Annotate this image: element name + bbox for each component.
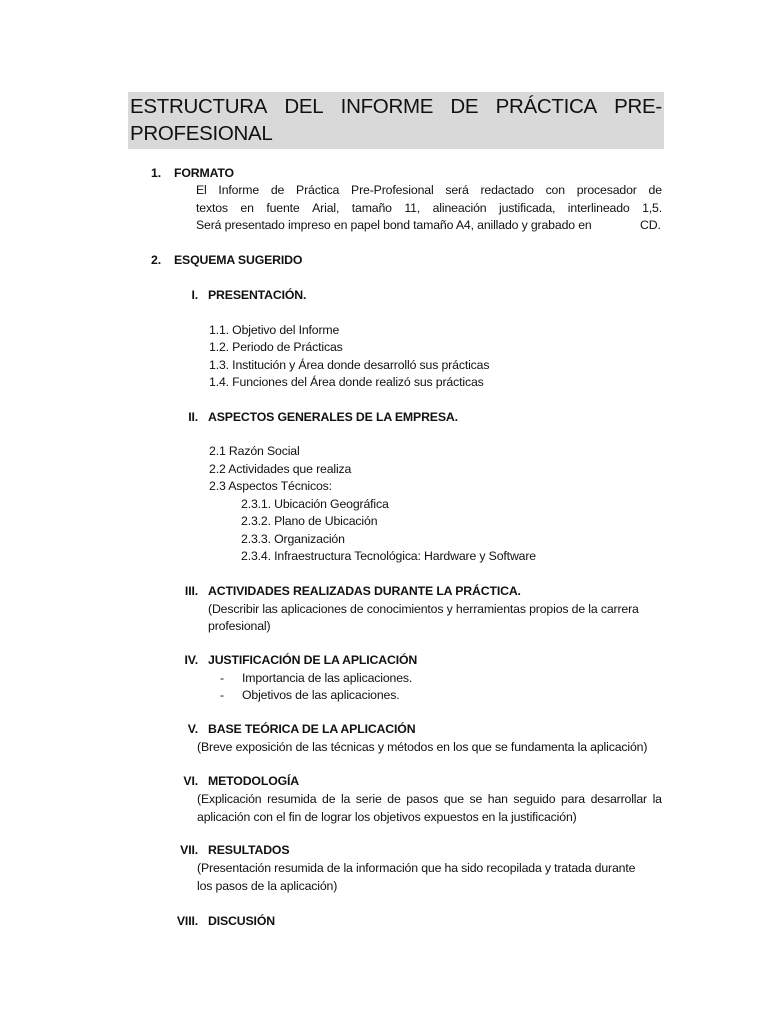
word: El [196,183,207,197]
word: en [240,200,254,215]
word: pasos [406,792,439,806]
subsection-1-heading: PRESENTACIÓN. [208,288,307,302]
section-1-line-2 [196,200,662,218]
list-item: 1.3. Institución y Área donde desarrolló sus prácticas [209,357,490,372]
word: textos [196,200,228,215]
word: procesador [576,183,637,197]
word: fuente [266,200,300,215]
list-item: 1.4. Funciones del Área donde realizó sus prácticas [209,375,484,389]
list-item: 2.2 Actividades que realiza [209,461,352,476]
subsection-2-heading: ASPECTOS GENERALES DE LA EMPRESA. [208,410,458,424]
subsection-6-heading: METODOLOGÍA [208,774,300,788]
word: será [445,183,469,197]
word: para [560,792,585,806]
list-subitem: 2.3.2. Plano de Ubicación [241,514,378,528]
bullet-dash: - [220,670,224,685]
word: han [487,792,508,806]
section-1-line-3: Será presentado impreso en papel bond tamaño A4, anillado y grabado en [196,218,592,232]
word: de [648,183,662,197]
section-2-number: 2. [151,253,161,267]
subsection-3-heading: ACTIVIDADES REALIZADAS DURANTE LA PRÁCTICA. [208,584,521,598]
subsection-6-description-cont: aplicación con el fin de lograr los objetivos expuestos en la justificación) [197,809,577,824]
section-1-number: 1. [151,166,161,180]
subsection-3-description-cont: profesional) [208,619,271,633]
subsection-4-number: IV. [184,653,198,667]
subsection-6-description [197,791,662,809]
subsection-5-description: (Breve exposición de las técnicas y métodos en los que se fundamenta la aplicación) [197,739,648,754]
subsection-7-heading: RESULTADOS [208,843,290,857]
subsection-4-heading: JUSTIFICACIÓN DE LA APLICACIÓN [208,653,418,667]
word: de [270,183,285,197]
word: Práctica [296,183,340,197]
subsection-5-number: V. [187,722,198,736]
subsection-1-number: I. [191,288,198,302]
word: serie [355,792,382,806]
word: con [545,183,565,197]
word: de [387,792,401,806]
subsection-3-description: (Describir las aplicaciones de conocimientos y herramientas propios de la carrera [208,601,639,616]
title-line-2: PROFESIONAL [130,122,273,145]
subsection-7-description-cont: los pasos de la aplicación) [197,878,338,893]
word: desarrollar [590,792,648,806]
word: que [443,792,464,806]
word: 1,5. [642,200,662,215]
bullet-item: Objetivos de las aplicaciones. [242,688,400,702]
word: la [340,792,351,806]
section-1-heading: FORMATO [174,166,234,180]
word: la [652,792,662,806]
word: DE [450,95,479,118]
word: redactado [480,183,534,197]
subsection-7-number: VII. [180,843,198,857]
word: 11, [404,200,421,215]
word: DEL [284,95,324,118]
word: Arial, [312,200,340,215]
list-subitem: 2.3.4. Infraestructura Tecnológica: Hardware y Software [241,549,536,563]
word: (Explicación [197,792,262,806]
list-item: 1.1. Objetivo del Informe [209,322,340,337]
list-item: 2.1 Razón Social [209,444,300,458]
word: seguido [513,792,556,806]
word: PRÁCTICA [495,95,597,118]
word: ESTRUCTURA [130,95,268,118]
subsection-8-heading: DISCUSIÓN [208,914,275,928]
word: interlineado [567,200,630,215]
list-subitem: 2.3.3. Organización [241,531,345,546]
subsection-2-number: II. [188,410,198,424]
list-item: 2.3 Aspectos Técnicos: [209,479,332,493]
word: de [322,792,336,806]
word: alineación [432,200,487,215]
word: resumida [267,792,317,806]
bullet-dash: - [220,688,224,702]
word: tamaño [351,200,392,215]
section-1-line-1 [196,182,662,200]
word: INFORME [340,95,434,118]
word: se [469,792,483,806]
subsection-8-number: VIII. [176,914,198,928]
word: Informe [218,183,260,197]
section-2-heading: ESQUEMA SUGERIDO [174,253,303,267]
subsection-3-number: III. [184,584,198,598]
bullet-item: Importancia de las aplicaciones. [242,670,413,685]
word: justificada, [498,200,556,215]
word: PRE- [614,95,662,118]
title-line-1 [130,94,662,120]
word: Pre-Profesional [351,183,434,197]
list-item: 1.2. Periodo de Prácticas [209,340,343,354]
subsection-5-heading: BASE TEÓRICA DE LA APLICACIÓN [208,722,416,736]
subsection-6-number: VI. [183,774,198,788]
list-subitem: 2.3.1. Ubicación Geográfica [241,496,389,511]
section-1-line-3-end: CD. [640,218,661,232]
subsection-7-description: (Presentación resumida de la información que ha sido recopilada y tratada durante [197,861,636,875]
